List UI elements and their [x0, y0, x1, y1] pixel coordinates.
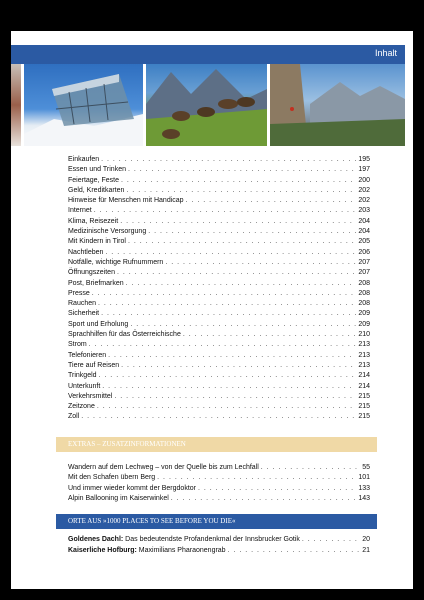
entry-label: Trinkgeld — [68, 372, 97, 380]
entry-label: Sport und Erholung — [68, 320, 129, 328]
entry-page-number: 209 — [358, 310, 370, 318]
dot-leader — [121, 177, 356, 184]
dot-leader — [102, 383, 356, 390]
entry-page-number: 213 — [358, 341, 370, 349]
entry-label: Essen und Trinken — [68, 166, 126, 174]
entry-label: Öffnungszeiten — [68, 269, 115, 277]
entry-page-number: 215 — [358, 403, 370, 411]
entry-page-number: 202 — [358, 197, 370, 205]
entry-label: Geld, Kreditkarten — [68, 186, 125, 194]
dot-leader — [92, 290, 357, 297]
entry-page-number: 206 — [358, 248, 370, 256]
entry-page-number: 208 — [358, 289, 370, 297]
entry-label: Zoll — [68, 413, 80, 421]
toc-entry[interactable] — [68, 331, 370, 341]
entry-label: Alpin Ballooning im Kaiserwinkel — [68, 494, 169, 502]
entry-label: Wandern auf dem Lechweg – von der Quelle bis zum Lechfall — [68, 464, 259, 471]
toc-entry[interactable] — [68, 413, 370, 423]
entry-label: Medizinische Versorgung — [68, 228, 147, 236]
entry-page-number: 202 — [358, 186, 370, 194]
extras-section-header: EXTRAS – ZUSATZINFORMATIONEN — [56, 437, 377, 452]
toc-entry[interactable] — [68, 228, 370, 238]
header-title: Inhalt — [374, 48, 397, 58]
header-bar — [11, 45, 405, 64]
entry-page-number: 205 — [358, 238, 370, 246]
entry-page-number: 214 — [358, 372, 370, 380]
ibex-mountain-photo — [146, 64, 267, 146]
toc-list — [68, 156, 370, 424]
entry-page-number: 204 — [358, 228, 370, 236]
toc-entry[interactable] — [68, 166, 370, 176]
entry-label: Kaiserliche Hofburg: Maximilians Pharaonengrab — [68, 546, 226, 554]
dot-leader — [101, 156, 356, 163]
dot-leader — [117, 269, 356, 276]
entry-label: Presse — [68, 289, 90, 297]
entry-page-number: 204 — [358, 217, 370, 225]
dot-leader — [302, 536, 360, 543]
entry-label: Hinweise für Menschen mit Handicap — [68, 197, 184, 205]
entry-label: Nachtleben — [68, 248, 104, 256]
dot-leader — [120, 218, 356, 225]
dot-leader — [121, 362, 356, 369]
toc-entry[interactable] — [68, 362, 370, 372]
entry-label: Und immer wieder kommt der Bergdoktor — [68, 484, 196, 492]
entry-page-number: 20 — [362, 536, 370, 543]
toc-entry[interactable] — [68, 280, 370, 290]
entry-label: Post, Briefmarken — [68, 279, 124, 287]
orte-section-header: ORTE AUS »1000 PLACES TO SEE BEFORE YOU DIE« — [56, 514, 377, 529]
entry-page-number: 208 — [358, 279, 370, 287]
entry-label: Unterkunft — [68, 382, 101, 390]
toc-entry[interactable] — [68, 187, 370, 197]
entry-page-number: 143 — [358, 494, 370, 502]
red-building-photo — [11, 64, 21, 146]
entry-page-number: 197 — [358, 166, 370, 174]
dot-leader — [101, 310, 356, 317]
dot-leader — [126, 280, 357, 287]
entry-label: Goldenes Dachl: Das bedeutendste Profandenkmal der Innsbrucker Gotik — [68, 536, 300, 543]
dot-leader — [186, 197, 357, 204]
entry-page-number: 210 — [358, 331, 370, 339]
toc-entry[interactable] — [68, 485, 370, 495]
photo-strip — [11, 64, 405, 146]
dot-leader — [128, 238, 356, 245]
entry-page-number: 101 — [358, 474, 370, 482]
entry-label: Telefonieren — [68, 351, 107, 359]
toc-entry[interactable] — [68, 352, 370, 362]
entry-label: Zeitzone — [68, 403, 95, 411]
dot-leader — [148, 228, 356, 235]
entry-page-number: 200 — [358, 176, 370, 184]
toc-entry[interactable] — [68, 249, 370, 259]
dot-leader — [89, 341, 357, 348]
glass-building-snow-photo — [24, 64, 143, 146]
entry-page-number: 213 — [358, 361, 370, 369]
dot-leader — [198, 485, 356, 492]
entry-page-number: 21 — [362, 546, 370, 554]
entry-page-number: 203 — [358, 207, 370, 215]
entry-page-number: 133 — [358, 484, 370, 492]
entry-page-number: 208 — [358, 300, 370, 308]
entry-label: Verkehrsmittel — [68, 392, 113, 400]
climber-rock-photo — [270, 64, 405, 146]
toc-entry[interactable] — [68, 341, 370, 351]
toc-entry[interactable] — [68, 393, 370, 403]
entry-label: Mit den Schafen übern Berg — [68, 474, 156, 482]
toc-entry[interactable] — [68, 259, 370, 269]
toc-entry[interactable] — [68, 474, 370, 484]
entry-page-number: 195 — [358, 156, 370, 163]
toc-entry[interactable] — [68, 403, 370, 413]
dot-leader — [130, 321, 356, 328]
dot-leader — [261, 464, 360, 471]
entry-label: Klima, Reisezeit — [68, 217, 119, 225]
dot-leader — [228, 547, 361, 554]
extras-list — [68, 464, 370, 505]
toc-entry[interactable] — [68, 300, 370, 310]
dot-leader — [183, 331, 356, 338]
dot-leader — [157, 474, 356, 481]
entry-label: Rauchen — [68, 300, 97, 308]
entry-label: Notfälle, wichtige Rufnummern — [68, 258, 164, 266]
book-page — [11, 31, 413, 589]
toc-entry[interactable] — [68, 197, 370, 207]
dot-leader — [97, 403, 356, 410]
entry-page-number: 215 — [358, 413, 370, 421]
toc-entry[interactable] — [68, 495, 370, 505]
entry-label: Feiertage, Feste — [68, 176, 119, 184]
toc-entry[interactable] — [68, 383, 370, 393]
dot-leader — [128, 166, 356, 173]
entry-page-number: 207 — [358, 269, 370, 277]
orte-list — [68, 536, 370, 557]
toc-entry[interactable] — [68, 238, 370, 248]
entry-label: Internet — [68, 207, 92, 215]
toc-entry[interactable] — [68, 321, 370, 331]
entry-page-number: 207 — [358, 258, 370, 266]
toc-entry[interactable] — [68, 536, 370, 547]
toc-entry[interactable] — [68, 310, 370, 320]
dot-leader — [171, 495, 357, 502]
dot-leader — [98, 300, 356, 307]
entry-label: Mit Kindern in Tirol — [68, 238, 126, 246]
toc-entry[interactable] — [68, 177, 370, 187]
entry-label: Sicherheit — [68, 310, 100, 318]
dot-leader — [105, 249, 356, 256]
toc-entry[interactable] — [68, 464, 370, 474]
dot-leader — [126, 187, 356, 194]
toc-entry[interactable] — [68, 547, 370, 558]
entry-page-number: 213 — [358, 351, 370, 359]
entry-label: Strom — [68, 341, 87, 349]
toc-entry[interactable] — [68, 290, 370, 300]
toc-entry[interactable] — [68, 372, 370, 382]
entry-label: Sprachhilfen für das Österreichische — [68, 331, 181, 339]
toc-entry[interactable] — [68, 218, 370, 228]
entry-page-number: 214 — [358, 382, 370, 390]
toc-entry[interactable] — [68, 207, 370, 217]
dot-leader — [99, 372, 357, 379]
entry-page-number: 55 — [362, 464, 370, 471]
entry-page-number: 209 — [358, 320, 370, 328]
dot-leader — [114, 393, 356, 400]
dot-leader — [108, 352, 356, 359]
dot-leader — [94, 207, 357, 214]
toc-entry[interactable] — [68, 156, 370, 166]
dot-leader — [165, 259, 356, 266]
dot-leader — [81, 413, 356, 420]
entry-label: Tiere auf Reisen — [68, 361, 120, 369]
toc-entry[interactable] — [68, 269, 370, 279]
entry-page-number: 215 — [358, 392, 370, 400]
entry-label: Einkaufen — [68, 156, 100, 163]
